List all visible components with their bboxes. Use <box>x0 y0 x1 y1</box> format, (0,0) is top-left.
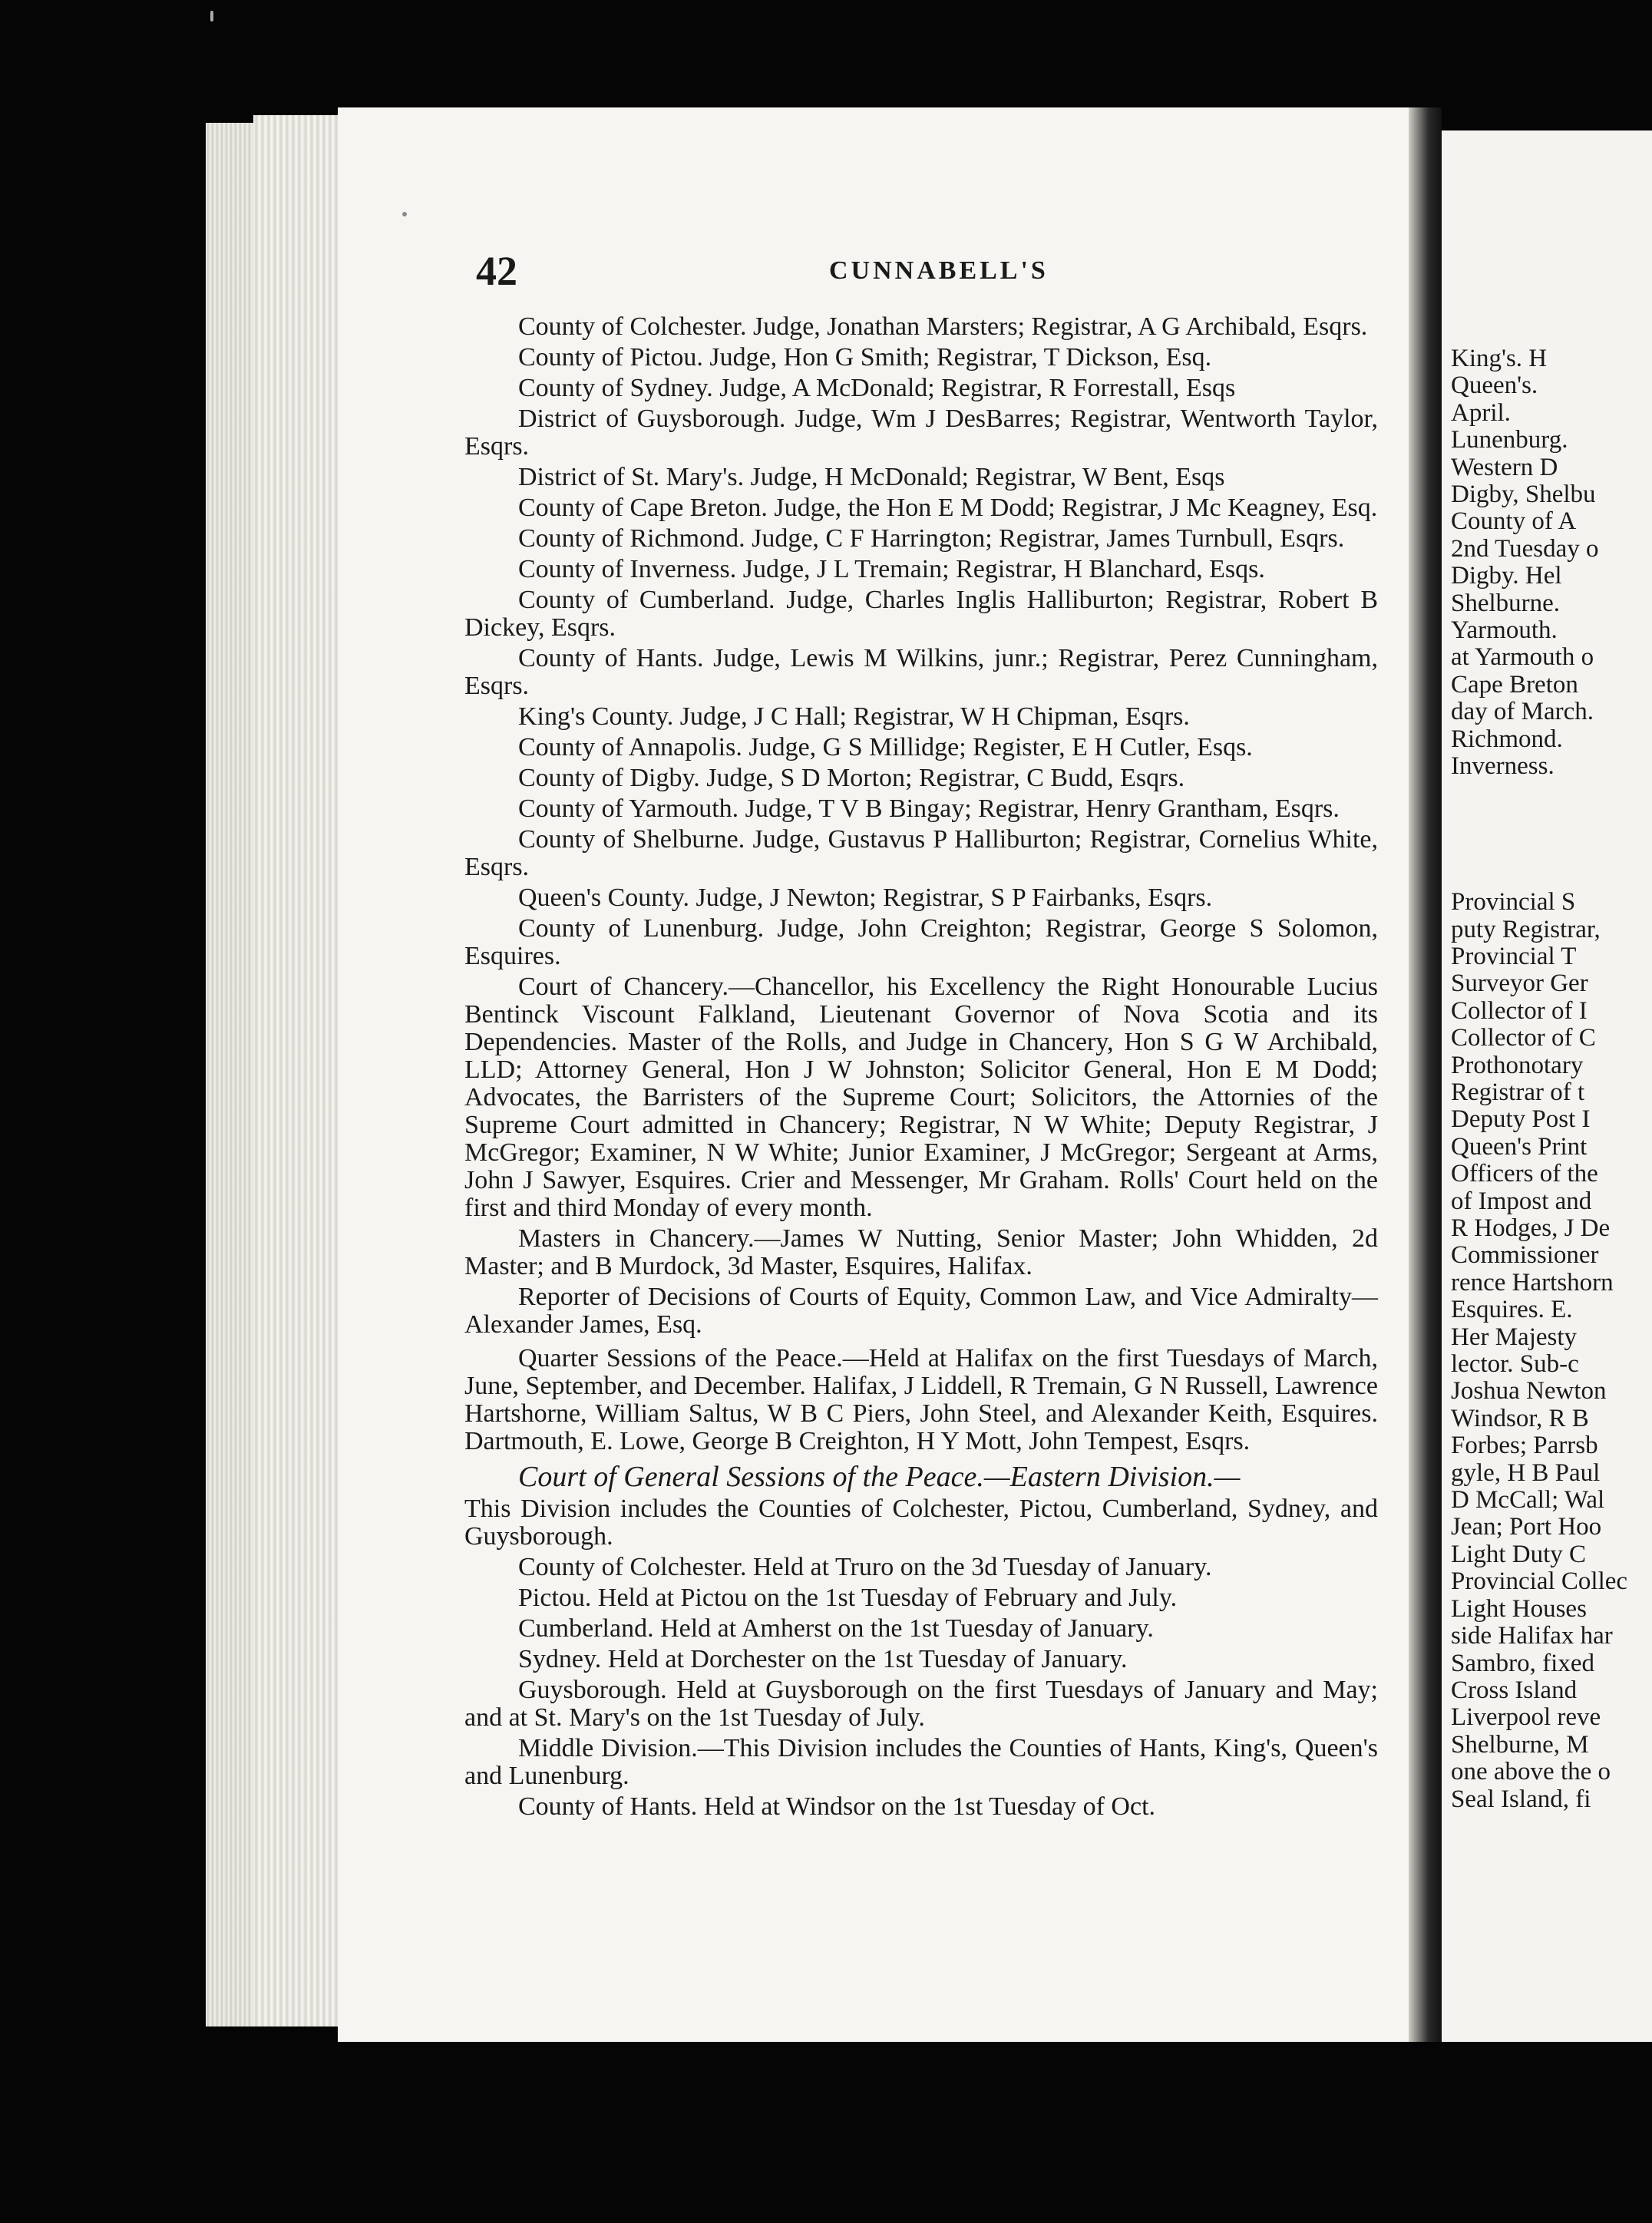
right-page-line: Richmond. <box>1451 725 1563 753</box>
left-page-body <box>464 313 1378 1824</box>
book-page-edges-inner <box>253 115 345 2026</box>
entry-sydney: County of Sydney. Judge, A McDonald; Registrar, R Forrestall, Esqs <box>518 374 1236 402</box>
right-page-line: Deputy Post I <box>1451 1105 1591 1134</box>
entry-cumberland: County of Cumberland. Judge, Charles Inglis Halliburton; Registrar, Robert B Dickey, Esqrs. <box>464 586 1378 642</box>
quarter-sessions: Quarter Sessions of the Peace.—Held at Halifax on the first Tuesdays of March, June, September, and December. Halifax, J Liddell, R Tremain, G N Russell, Lawrence Hartshorne, William Saltus, W B C Piers, John Steel, and Alexander Keith, Esquires. Dartmouth, E. Lowe, George B Creighton, H Y Mott, John Tempest, Esqrs. <box>464 1344 1378 1455</box>
right-page-line: Collector of C <box>1451 1024 1596 1052</box>
entry-pictou: County of Pictou. Judge, Hon G Smith; Registrar, T Dickson, Esq. <box>518 343 1212 372</box>
right-page-line: Sambro, fixed <box>1451 1649 1594 1677</box>
right-page-line <box>1451 781 1627 808</box>
right-page-line: Jean; Port Hoo <box>1451 1513 1602 1541</box>
right-page-line: Inverness. <box>1451 752 1555 781</box>
entry-lunenburg: County of Lunenburg. Judge, John Creighton; Registrar, George S Solomon, Esquires. <box>464 914 1378 970</box>
right-page-line <box>1451 862 1627 889</box>
right-page-line: Digby, Shelbu <box>1451 481 1596 509</box>
right-page-line: Officers of the <box>1451 1160 1598 1188</box>
right-page-line: D McCall; Wal <box>1451 1486 1605 1514</box>
right-page-line: April. <box>1451 398 1511 427</box>
right-page-line <box>1451 808 1627 834</box>
entry-inverness: County of Inverness. Judge, J L Tremain; Registrar, H Blanchard, Esqs. <box>518 555 1265 583</box>
right-page-line: rence Hartshorn <box>1451 1268 1614 1296</box>
right-page-line: Esquires. E. <box>1451 1296 1573 1324</box>
right-page-line: Queen's Print <box>1451 1132 1588 1161</box>
right-page-line: King's. H <box>1451 345 1548 372</box>
scan-speck <box>210 11 213 21</box>
sessions-pictou: Pictou. Held at Pictou on the 1st Tuesday of February and July. <box>518 1584 1178 1612</box>
right-page-line: Windsor, R B <box>1451 1404 1589 1432</box>
right-page-line: Provincial S <box>1451 888 1576 917</box>
right-page <box>1442 130 1652 2042</box>
sessions-cumberland: Cumberland. Held at Amherst on the 1st Tuesday of January. <box>518 1614 1154 1643</box>
right-page-line: Yarmouth. <box>1451 616 1558 645</box>
right-page-line: R Hodges, J De <box>1451 1214 1611 1242</box>
right-page-line: Digby. Hel <box>1451 562 1562 590</box>
right-page-line: 2nd Tuesday o <box>1451 534 1599 563</box>
right-page-line <box>1451 834 1627 861</box>
eastern-division-counties: This Division includes the Counties of Colchester, Pictou, Cumberland, Sydney, and Guysborough. <box>464 1495 1378 1551</box>
reporter-of-decisions: Reporter of Decisions of Courts of Equity, Common Law, and Vice Admiralty—Alexander James, Esq. <box>464 1283 1378 1339</box>
right-page-line: lector. Sub-c <box>1451 1350 1579 1379</box>
right-page-line: of Impost and <box>1451 1187 1592 1215</box>
sessions-sydney: Sydney. Held at Dorchester on the 1st Tuesday of January. <box>518 1645 1128 1673</box>
entry-queens: Queen's County. Judge, J Newton; Registrar, S P Fairbanks, Esqrs. <box>518 884 1213 912</box>
sessions-hants: County of Hants. Held at Windsor on the 1st Tuesday of Oct. <box>518 1792 1156 1821</box>
right-page-line: Cross Island <box>1451 1676 1578 1704</box>
page-header <box>476 247 1374 301</box>
sessions-colchester: County of Colchester. Held at Truro on the 3d Tuesday of January. <box>518 1553 1212 1581</box>
entry-richmond: County of Richmond. Judge, C F Harrington; Registrar, James Turnbull, Esqrs. <box>518 524 1345 553</box>
right-page-line: Prothonotary <box>1451 1051 1584 1079</box>
right-page-line: one above the o <box>1451 1758 1611 1786</box>
middle-division: Middle Division.—This Division includes the Counties of Hants, King's, Queen's and Lunenburg. <box>464 1734 1378 1790</box>
right-page-line: County of A <box>1451 507 1577 536</box>
entry-st-marys: District of St. Mary's. Judge, H McDonald; Registrar, W Bent, Esqs <box>518 463 1225 491</box>
right-page-text <box>1451 345 1627 1813</box>
entry-yarmouth: County of Yarmouth. Judge, T V B Bingay; Registrar, Henry Grantham, Esqrs. <box>518 794 1340 823</box>
right-page-line: Provincial T <box>1451 942 1577 970</box>
entry-shelburne: County of Shelburne. Judge, Gustavus P Halliburton; Registrar, Cornelius White, Esqrs. <box>464 825 1378 881</box>
right-page-line: Joshua Newton <box>1451 1377 1607 1405</box>
right-page-line: Forbes; Parrsb <box>1451 1432 1598 1460</box>
entry-annapolis: County of Annapolis. Judge, G S Millidge; Register, E H Cutler, Esqs. <box>518 733 1253 761</box>
entry-hants: County of Hants. Judge, Lewis M Wilkins, junr.; Registrar, Perez Cunningham, Esqrs. <box>464 644 1378 700</box>
right-page-line: Shelburne, M <box>1451 1730 1589 1759</box>
right-page-line: Western D <box>1451 453 1558 481</box>
right-page-line: puty Registrar, <box>1451 915 1601 943</box>
right-page-line: at Yarmouth o <box>1451 643 1594 672</box>
right-page-line: Surveyor Ger <box>1451 969 1588 998</box>
masters-in-chancery: Masters in Chancery.—James W Nutting, Senior Master; John Whidden, 2d Master; and B Murdock, 3d Master, Esquires, Halifax. <box>464 1224 1378 1280</box>
right-page-line: Shelburne. <box>1451 589 1561 617</box>
right-page-line: Collector of I <box>1451 996 1588 1025</box>
right-page-line: Seal Island, fi <box>1451 1785 1591 1813</box>
right-page-line: Her Majesty <box>1451 1323 1578 1351</box>
book-gutter <box>1409 107 1442 2042</box>
right-page-line: Queen's. <box>1451 372 1538 400</box>
right-page-line: Lunenburg. <box>1451 426 1568 454</box>
entry-guysborough: District of Guysborough. Judge, Wm J DesBarres; Registrar, Wentworth Taylor, Esqrs. <box>464 405 1378 461</box>
right-page-line: Commissioner <box>1451 1241 1599 1270</box>
right-page-line: Liverpool reve <box>1451 1703 1601 1732</box>
entry-colchester: County of Colchester. Judge, Jonathan Marsters; Registrar, A G Archibald, Esqrs. <box>518 312 1368 341</box>
right-page-line: day of March. <box>1451 698 1594 726</box>
running-head: CUNNABELL'S <box>829 256 1049 285</box>
right-page-line: Cape Breton <box>1451 670 1578 699</box>
right-page-line: gyle, H B Paul <box>1451 1458 1601 1487</box>
sessions-guysborough: Guysborough. Held at Guysborough on the first Tuesdays of January and May; and at St. Mary's on the 1st Tuesday of July. <box>464 1676 1378 1732</box>
book-page-edges <box>206 123 259 2026</box>
page-number: 42 <box>476 248 517 294</box>
right-page-line: Light Duty C <box>1451 1540 1587 1568</box>
general-sessions-heading: Court of General Sessions of the Peace.—Eastern Division.— <box>518 1461 1241 1493</box>
entry-digby: County of Digby. Judge, S D Morton; Registrar, C Budd, Esqrs. <box>518 764 1185 792</box>
scan-speck <box>402 212 407 216</box>
court-of-chancery: Court of Chancery.—Chancellor, his Excellency the Right Honourable Lucius Bentinck Viscount Falkland, Lieutenant Governor of Nova Scotia and its Dependencies. Master of the Rolls, and Judge in Chancery, Hon S G W Archibald, LLD; Attorney General, Hon J W Johnston; Solicitor General, Hon E M Dodd; Advocates, the Barristers of the Supreme Court; Solicitors, the Attornies of the Supreme Court admitted in Chancery; Registrar, N W White; Deputy Registrar, J McGregor; Examiner, N W White; Junior Examiner, J McGregor; Sergeant at Arms, John J Sawyer, Esquires. Crier and Messenger, Mr Graham. Rolls' Court held on the first and third Monday of every month. <box>464 973 1378 1222</box>
entry-kings: King's County. Judge, J C Hall; Registrar, W H Chipman, Esqrs. <box>518 702 1190 731</box>
right-page-line: Registrar of t <box>1451 1078 1585 1106</box>
entry-cape-breton: County of Cape Breton. Judge, the Hon E M Dodd; Registrar, J Mc Keagney, Esq. <box>518 494 1378 522</box>
right-page-line: Light Houses <box>1451 1594 1587 1623</box>
right-page-line: side Halifax har <box>1451 1622 1613 1650</box>
right-page-line: Provincial Collec <box>1451 1567 1628 1596</box>
